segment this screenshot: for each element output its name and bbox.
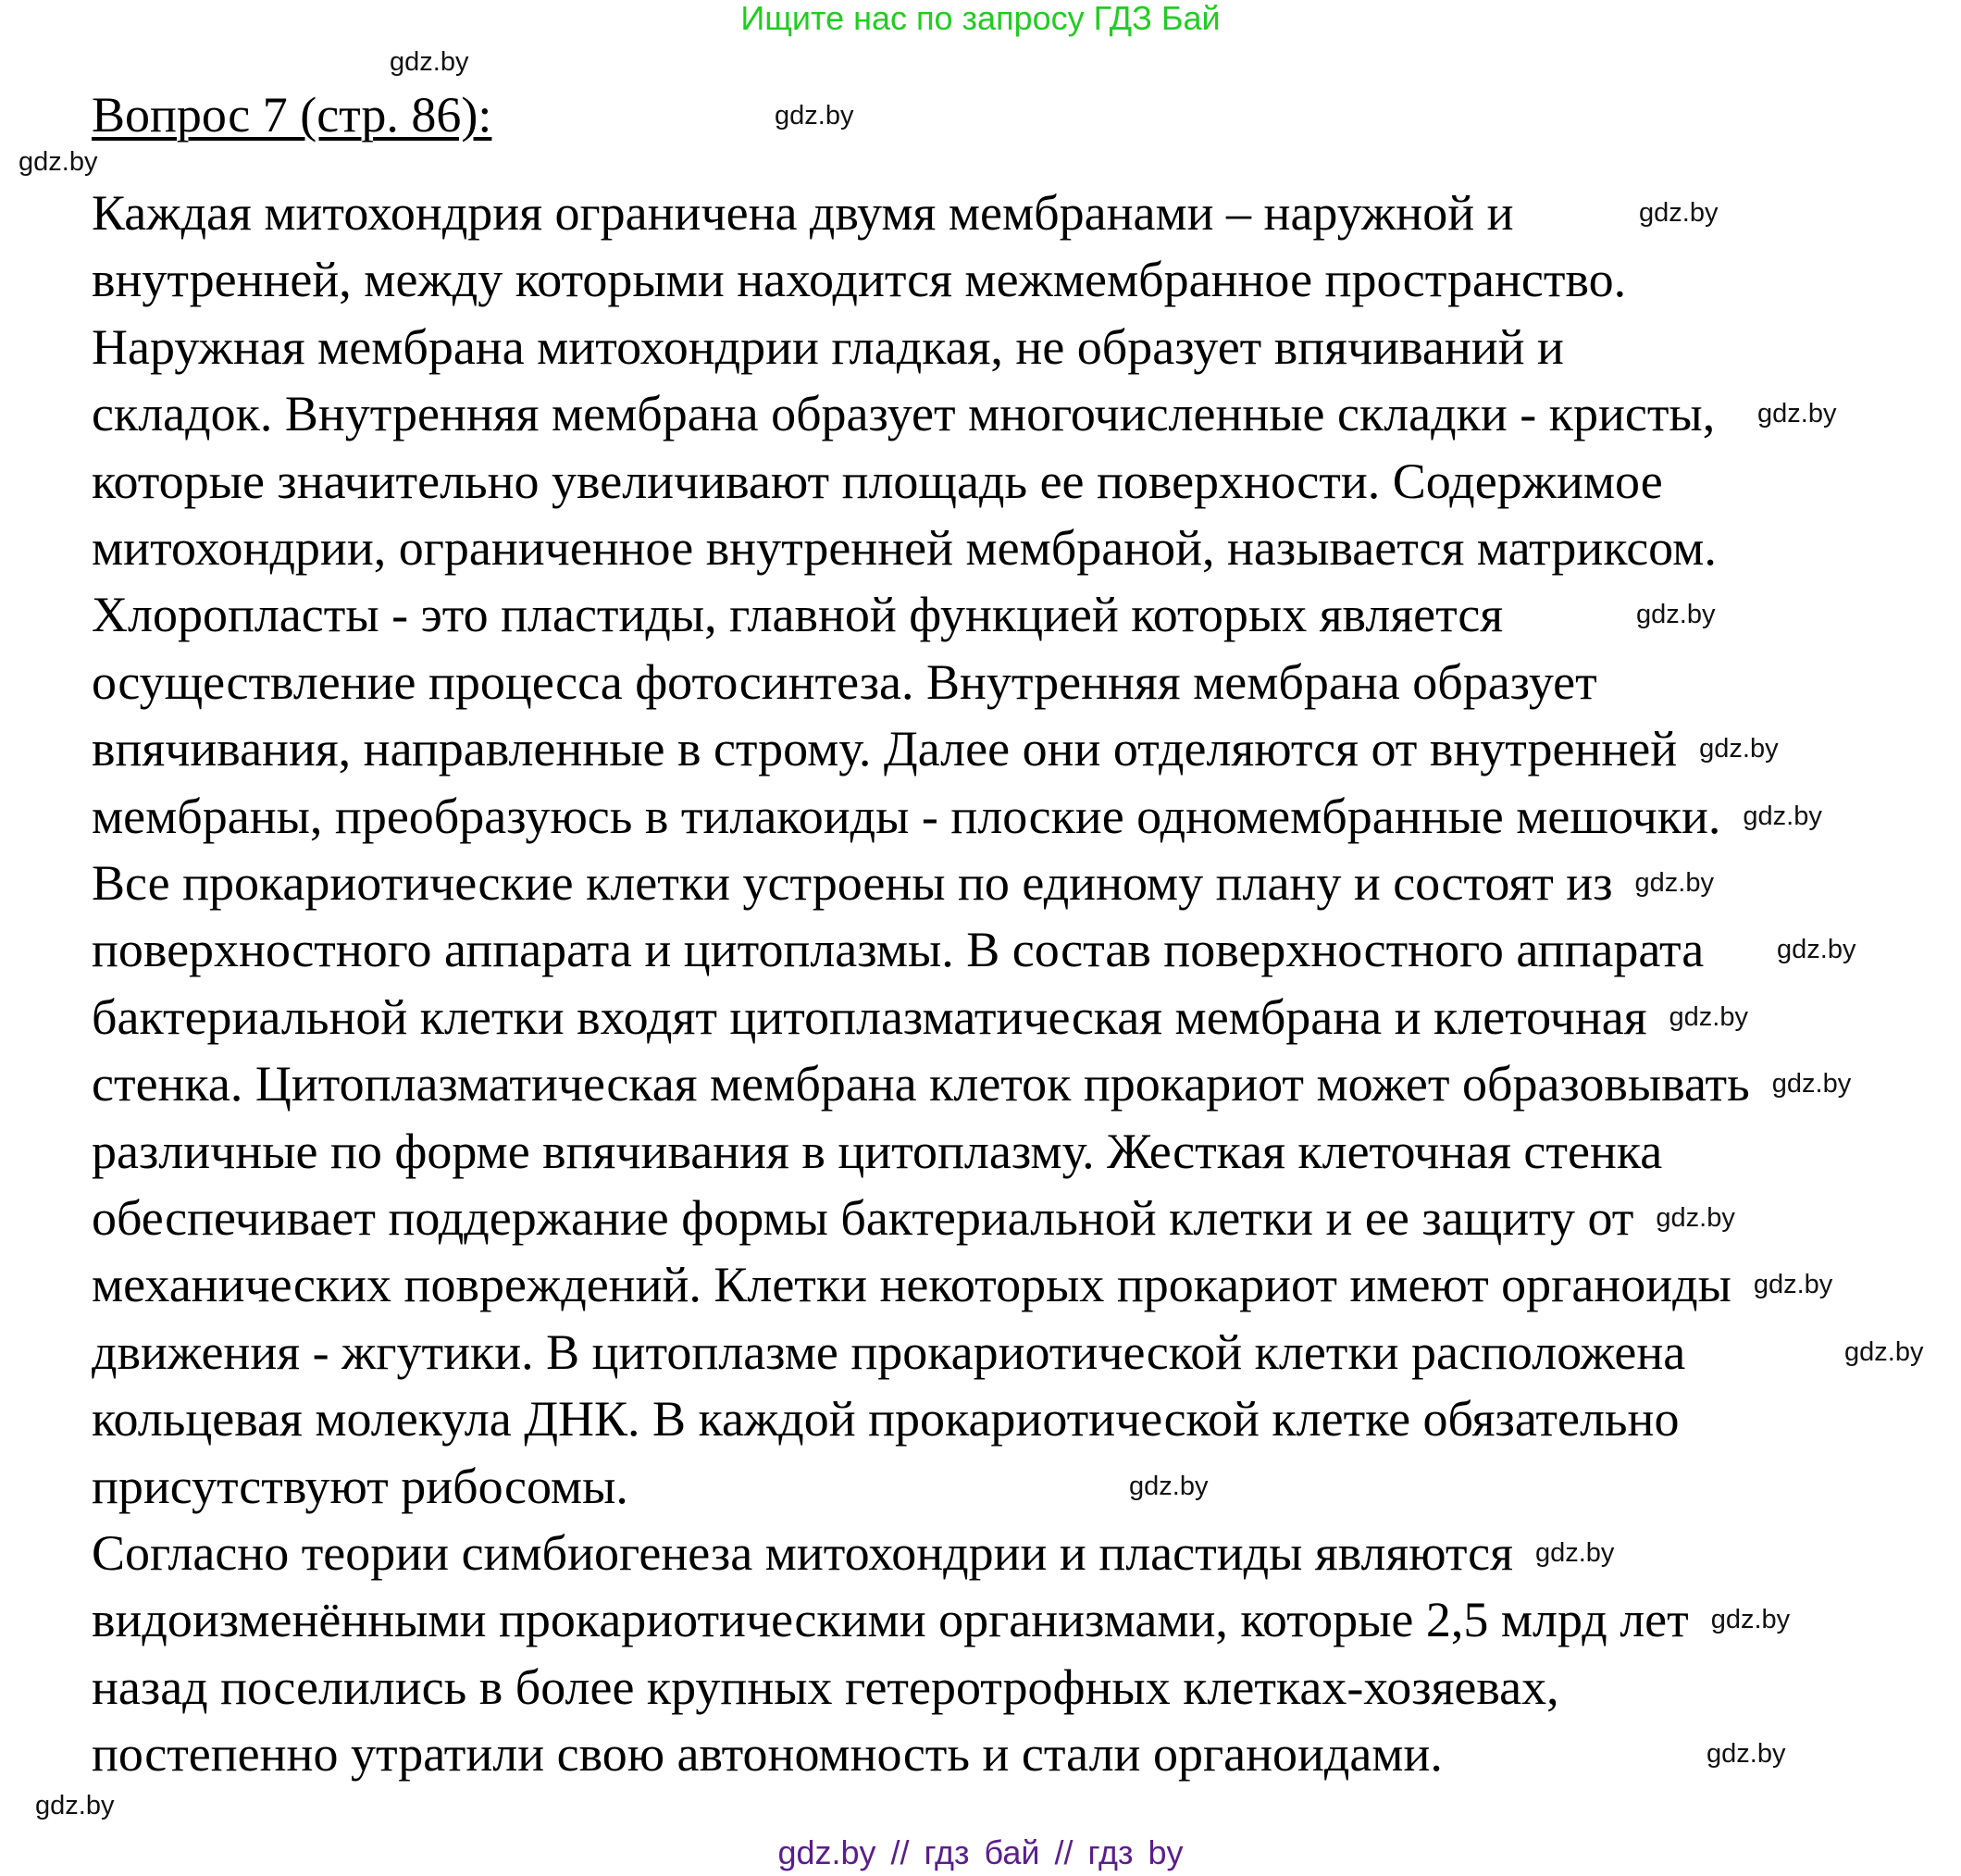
watermark: gdz.by — [1656, 1203, 1735, 1233]
watermark: gdz.by — [19, 147, 98, 177]
text-line: обеспечивает поддержание формы бактериальной клетки и ее защиту от — [92, 1190, 1634, 1246]
text-line: впячивания, направленные в строму. Далее они отделяются от внутренней — [92, 721, 1678, 777]
text-line: постепенно утратили свою автономность и стали органоидами. — [92, 1726, 1443, 1783]
watermark: gdz.by — [1534, 1538, 1615, 1568]
watermark: gdz.by — [35, 1791, 115, 1820]
footer-links: gdz.by // гдз бай // гдз by — [777, 1833, 1184, 1871]
text-line: которые значительно увеличивают площадь ее поверхности. Содержимое — [92, 453, 1663, 509]
text-line: назад поселились в более крупных гетеротрофных клетках-хозяевах, — [92, 1659, 1559, 1715]
text-line: Наружная мембрана митохондрии гладкая, не образует впячиваний и — [92, 318, 1564, 375]
text-line: движения - жгутики. В цитоплазме прокариотической клетки расположена — [92, 1323, 1686, 1380]
watermark: gdz.by — [1757, 399, 1837, 429]
promo-header: Ищите нас по запросу ГДЗ Бай — [740, 0, 1221, 37]
text-line: мембраны, преобразуюсь в тилакоиды - плоские одномембранные мешочки. — [92, 788, 1721, 844]
watermark: gdz.by — [1636, 600, 1716, 630]
text-line: Каждая митохондрия ограничена двумя мембранами – наружной и — [92, 185, 1514, 241]
text-line: Хлоропласты - это пластиды, главной функцией которых является — [92, 587, 1504, 643]
watermark: gdz.by — [1707, 1739, 1786, 1770]
text-line: кольцевая молекула ДНК. В каждой прокариотической клетке обязательно — [92, 1391, 1680, 1447]
watermark: gdz.by — [775, 101, 854, 130]
watermark: gdz.by — [1710, 1605, 1791, 1635]
text-line: внутренней, между которыми находится межмембранное пространство. — [92, 252, 1627, 308]
watermark: gdz.by — [1743, 801, 1822, 831]
watermark: gdz.by — [1699, 734, 1779, 764]
text-line: механических повреждений. Клетки некоторых прокариот имеют органоиды — [92, 1257, 1731, 1313]
text-line: складок. Внутренняя мембрана образует многочисленные складки - кристы, — [92, 386, 1716, 442]
text-line: осуществление процесса фотосинтеза. Внутренняя мембрана образует — [92, 653, 1597, 710]
watermark: gdz.by — [1753, 1270, 1833, 1300]
text-line: бактериальной клетки входят цитоплазматическая мембрана и клеточная — [92, 988, 1647, 1045]
watermark: gdz.by — [1777, 935, 1856, 965]
text-line: Все прокариотические клетки устроены по единому плану и состоят из — [92, 855, 1613, 911]
watermark: gdz.by — [1844, 1336, 1924, 1367]
question-title: Вопрос 7 (стр. 86): — [92, 87, 492, 143]
text-line: поверхностного аппарата и цитоплазмы. В состав поверхностного аппарата — [92, 922, 1705, 978]
watermark: gdz.by — [1129, 1471, 1209, 1501]
watermark: gdz.by — [390, 47, 469, 77]
text-line: Согласно теории симбиогенеза митохондрии и пластиды являются — [92, 1525, 1513, 1581]
text-line: видоизменёнными прокариотическими организмами, которые 2,5 млрд лет — [92, 1592, 1689, 1648]
watermark: gdz.by — [1639, 198, 1719, 228]
text-line: различные по форме впячивания в цитоплазму. Жесткая клеточная стенка — [92, 1123, 1663, 1179]
watermark: gdz.by — [1634, 868, 1714, 898]
text-line: присутствуют рибосомы. — [92, 1458, 628, 1514]
text-line: стенка. Цитоплазматическая мембрана клеток прокариот может образовывать — [92, 1056, 1750, 1112]
watermark: gdz.by — [1771, 1069, 1852, 1100]
text-line: митохондрии, ограниченное внутренней мембраной, называется матриксом. — [92, 520, 1717, 576]
watermark: gdz.by — [1669, 1001, 1748, 1032]
